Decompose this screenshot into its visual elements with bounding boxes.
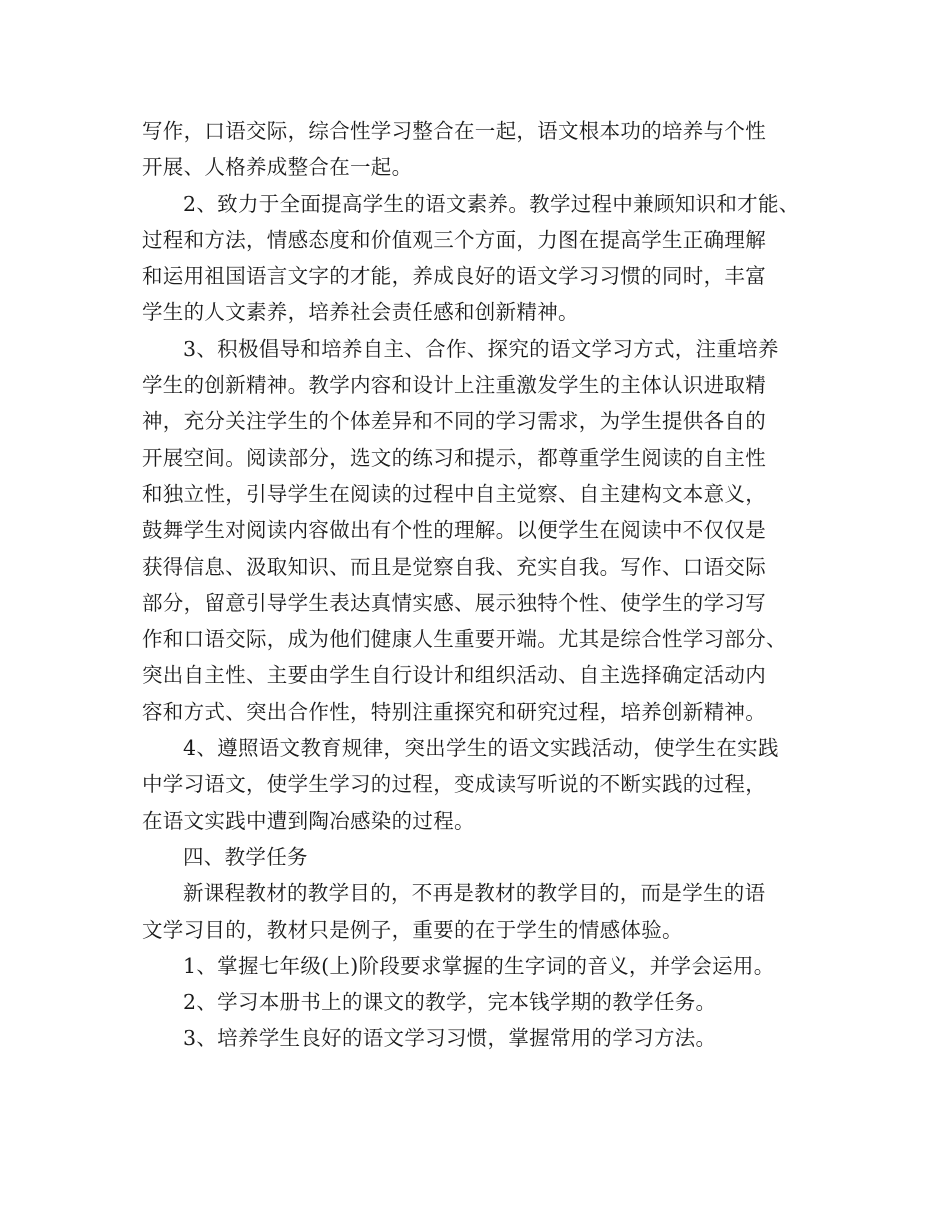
text-line: 获得信息、汲取知识、而且是觉察自我、充实自我。写作、口语交际 xyxy=(142,554,766,579)
section-heading xyxy=(142,839,832,875)
paragraph-2 xyxy=(142,186,832,331)
list-item-3 xyxy=(142,1020,832,1056)
text-line: 四、教学任务 xyxy=(183,844,308,869)
document-body xyxy=(142,113,832,1057)
text-line: 学生的人文素养，培养社会责任感和创新精神。 xyxy=(142,300,579,325)
text-line: 2、致力于全面提高学生的语文素养。教学过程中兼顾知识和才能、 xyxy=(183,191,800,216)
text-line: 过程和方法，情感态度和价值观三个方面，力图在提高学生正确理解 xyxy=(142,227,766,252)
text-line: 部分，留意引导学生表达真情实感、展示独特个性、使学生的学习写 xyxy=(142,590,766,615)
text-line: 鼓舞学生对阅读内容做出有个性的理解。以便学生在阅读中不仅仅是 xyxy=(142,518,766,543)
text-line: 开展空间。阅读部分，选文的练习和提示，都尊重学生阅读的自主性 xyxy=(142,445,766,470)
text-line: 写作，口语交际，综合性学习整合在一起，语文根本功的培养与个性 xyxy=(142,119,766,143)
text-line: 文学习目的，教材只是例子，重要的在于学生的情感体验。 xyxy=(142,917,683,942)
text-line: 2、学习本册书上的课文的教学，完本钱学期的教学任务。 xyxy=(183,990,717,1015)
text-line: 突出自主性、主要由学生自行设计和组织活动、自主选择确定活动内 xyxy=(142,663,766,688)
list-item-2 xyxy=(142,984,832,1020)
text-line: 4、遵照语文教育规律，突出学生的语文实践活动，使学生在实践 xyxy=(183,736,779,761)
paragraph-3 xyxy=(142,331,832,730)
text-line: 中学习语文，使学生学习的过程，变成读写听说的不断实践的过程， xyxy=(142,772,766,797)
text-line: 学生的创新精神。教学内容和设计上注重激发学生的主体认识进取精 xyxy=(142,373,766,398)
text-line: 容和方式、突出合作性，特别注重探究和研究过程，培养创新精神。 xyxy=(142,699,766,724)
text-line: 作和口语交际，成为他们健康人生重要开端。尤其是综合性学习部分、 xyxy=(142,627,787,652)
paragraph-6 xyxy=(142,875,832,948)
text-line: 开展、人格养成整合在一起。 xyxy=(142,155,413,180)
text-line: 新课程教材的教学目的，不再是教材的教学目的，而是学生的语 xyxy=(183,881,766,906)
list-item-1 xyxy=(142,948,832,984)
text-line: 和运用祖国语言文字的才能，养成良好的语文学习习惯的同时，丰富 xyxy=(142,264,766,289)
text-line: 3、积极倡导和培养自主、合作、探究的语文学习方式，注重培养 xyxy=(183,336,779,361)
paragraph-4 xyxy=(142,730,832,839)
text-line: 和独立性，引导学生在阅读的过程中自主觉察、自主建构文本意义， xyxy=(142,481,766,506)
text-line: 在语文实践中遭到陶冶感染的过程。 xyxy=(142,808,475,833)
text-line: 神，充分关注学生的个体差异和不同的学习需求，为学生提供各自的 xyxy=(142,409,766,434)
text-line: 1、掌握七年级(上)阶段要求掌握的生字词的音义，并学会运用。 xyxy=(183,953,775,978)
text-line: 3、培养学生良好的语文学习习惯，掌握常用的学习方法。 xyxy=(183,1026,717,1051)
paragraph-1 xyxy=(142,113,832,186)
